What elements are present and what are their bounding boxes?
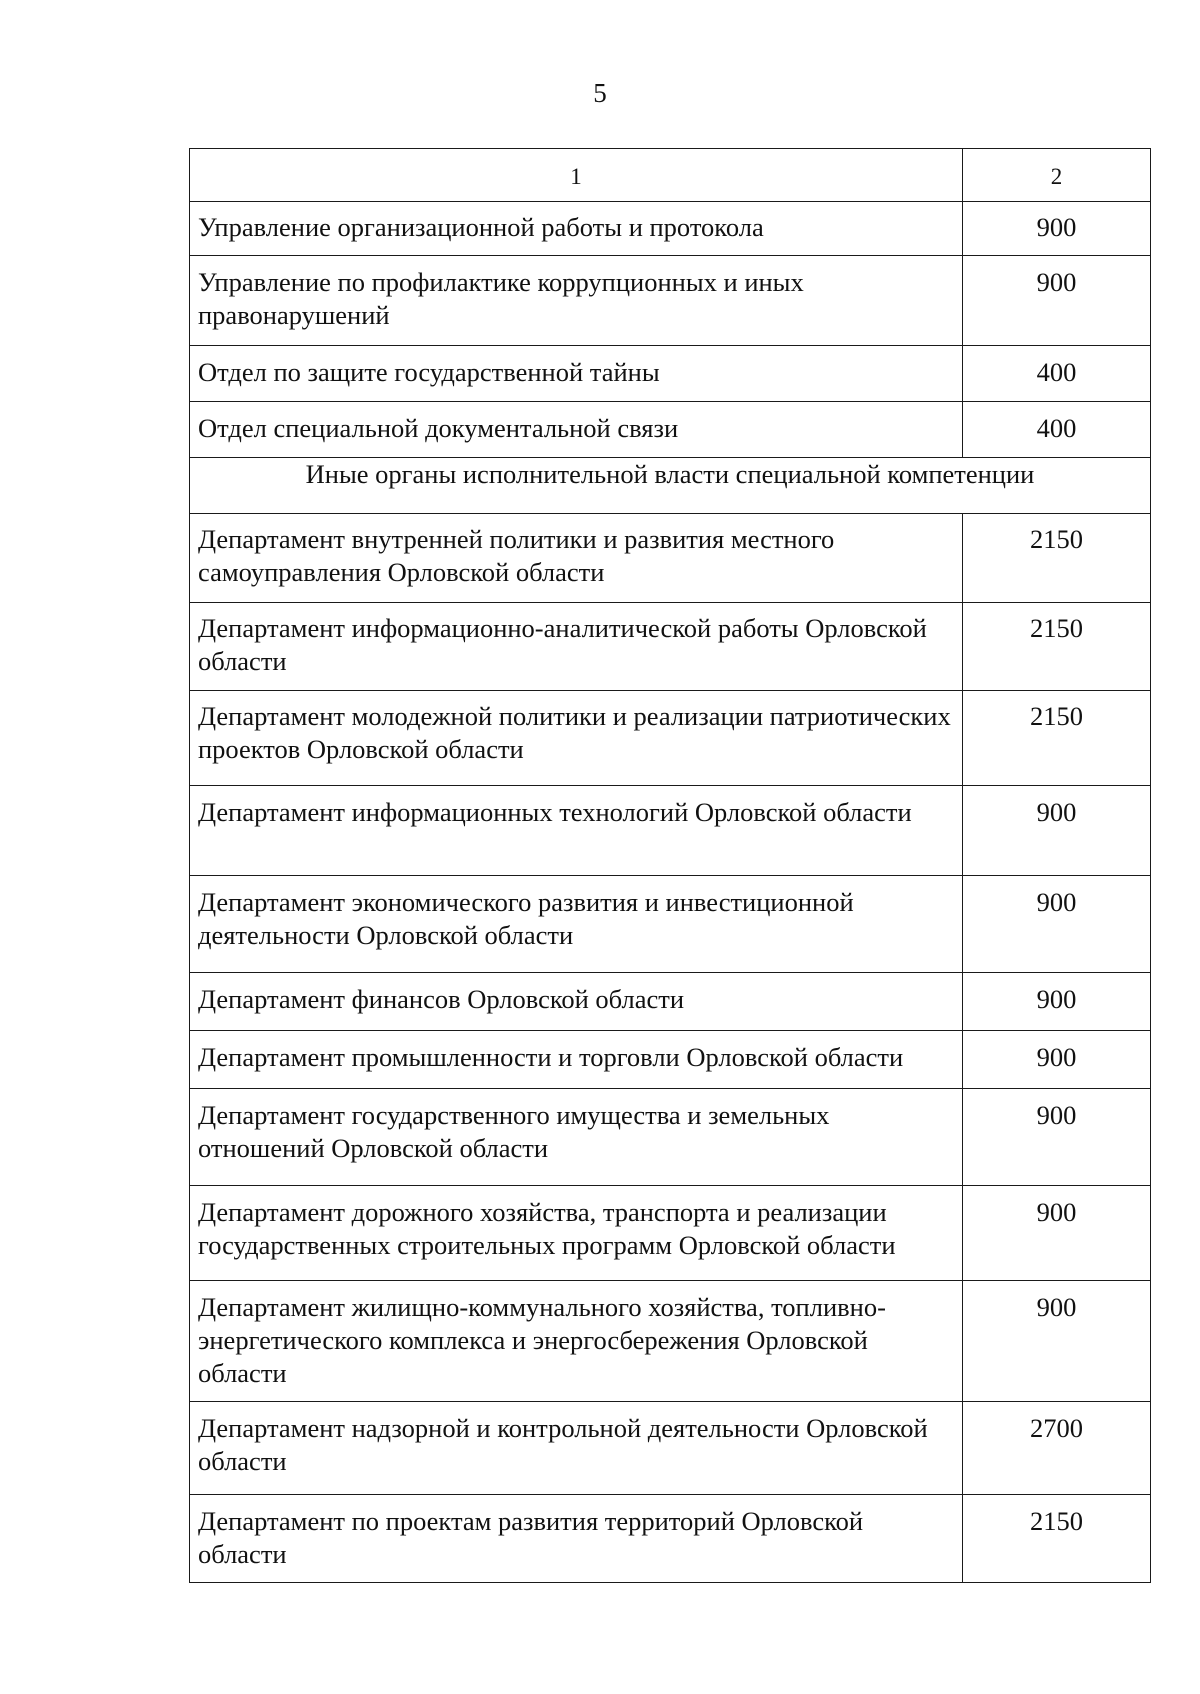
- department-value: 400: [963, 402, 1151, 458]
- department-value: 900: [963, 1031, 1151, 1089]
- department-name: Департамент по проектам развития территорий Орловской области: [190, 1495, 963, 1583]
- table-row: [190, 514, 1151, 603]
- department-name: Отдел по защите государственной тайны: [190, 346, 963, 402]
- department-name: Департамент государственного имущества и земельных отношений Орловской области: [190, 1089, 963, 1186]
- department-value: 2700: [963, 1402, 1151, 1495]
- table-row: [190, 402, 1151, 458]
- department-value: 900: [963, 876, 1151, 973]
- department-name: Департамент дорожного хозяйства, транспорта и реализации государственных строительных программ Орловской области: [190, 1186, 963, 1281]
- table-row: [190, 202, 1151, 256]
- section-row: [190, 458, 1151, 514]
- department-name: Департамент информационных технологий Орловской области: [190, 786, 963, 876]
- table-row: [190, 1281, 1151, 1402]
- table-row: [190, 786, 1151, 876]
- table-row: [190, 1089, 1151, 1186]
- department-name: Департамент надзорной и контрольной деятельности Орловской области: [190, 1402, 963, 1495]
- table-row: [190, 973, 1151, 1031]
- department-name: Департамент финансов Орловской области: [190, 973, 963, 1031]
- table-row: [190, 1186, 1151, 1281]
- department-value: 2150: [963, 514, 1151, 603]
- table-row: [190, 1402, 1151, 1495]
- department-name: Департамент жилищно-коммунального хозяйства, топливно-энергетического комплекса и энергосбережения Орловской области: [190, 1281, 963, 1402]
- department-value: 900: [963, 973, 1151, 1031]
- department-name: Управление по профилактике коррупционных и иных правонарушений: [190, 256, 963, 346]
- column-header-2: 2: [963, 149, 1151, 202]
- table-row: [190, 876, 1151, 973]
- department-value: 900: [963, 786, 1151, 876]
- table-row: [190, 691, 1151, 786]
- department-name: Департамент внутренней политики и развития местного самоуправления Орловской области: [190, 514, 963, 603]
- department-name: Управление организационной работы и протокола: [190, 202, 963, 256]
- table-row: [190, 603, 1151, 691]
- department-value: 400: [963, 346, 1151, 402]
- department-value: 2150: [963, 603, 1151, 691]
- department-name: Департамент информационно-аналитической работы Орловской области: [190, 603, 963, 691]
- table-header-row: [190, 149, 1151, 202]
- departments-table: [189, 148, 1151, 1583]
- department-name: Департамент промышленности и торговли Орловской области: [190, 1031, 963, 1089]
- department-value: 2150: [963, 1495, 1151, 1583]
- table-row: [190, 256, 1151, 346]
- department-name: Департамент экономического развития и инвестиционной деятельности Орловской области: [190, 876, 963, 973]
- table-row: [190, 346, 1151, 402]
- department-value: 900: [963, 1186, 1151, 1281]
- column-header-1: 1: [190, 149, 963, 202]
- department-value: 900: [963, 1281, 1151, 1402]
- department-name: Департамент молодежной политики и реализации патриотических проектов Орловской области: [190, 691, 963, 786]
- department-name: Отдел специальной документальной связи: [190, 402, 963, 458]
- department-value: 900: [963, 202, 1151, 256]
- department-value: 900: [963, 1089, 1151, 1186]
- table-row: [190, 1495, 1151, 1583]
- page-number: 5: [593, 78, 607, 108]
- section-title: Иные органы исполнительной власти специальной компетенции: [190, 458, 1151, 514]
- department-value: 900: [963, 256, 1151, 346]
- table-row: [190, 1031, 1151, 1089]
- department-value: 2150: [963, 691, 1151, 786]
